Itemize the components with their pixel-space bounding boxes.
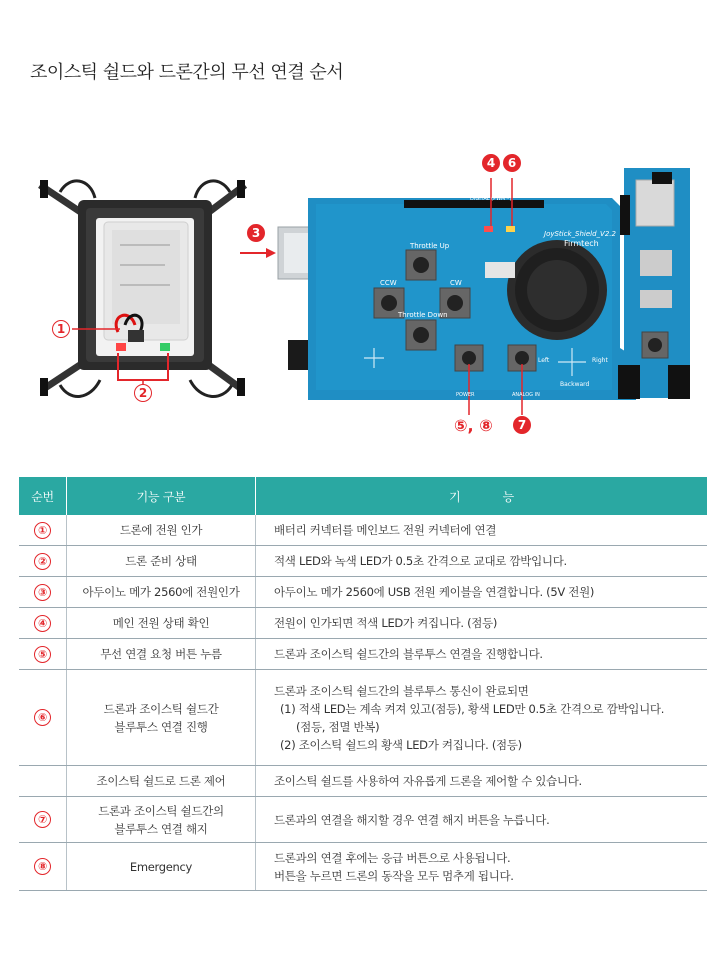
connection-figure: [0, 140, 725, 440]
description-text: 드론과 조이스틱 쉴드간의 블루투스 연결을 진행합니다.: [274, 647, 543, 661]
callout-6: 6: [503, 154, 521, 172]
callout-1: 1: [52, 320, 70, 338]
label-ccw: CCW: [380, 279, 397, 287]
row-number: [19, 670, 67, 766]
table-row: [19, 577, 707, 608]
row-number: [19, 639, 67, 670]
label-throttle-down: Throttle Down: [398, 311, 448, 319]
label-brand: Firmtech: [564, 239, 599, 248]
function-text: 메인 전원 상태 확인: [112, 616, 210, 630]
description-text: 드론과의 연결 후에는 응급 버튼으로 사용됩니다.: [274, 850, 511, 865]
step-number-badge: ④: [34, 615, 51, 632]
label-backward: Backward: [560, 381, 590, 388]
description-cell: [256, 577, 708, 608]
step-number-badge: ⑦: [34, 811, 51, 828]
row-number: [19, 797, 67, 843]
function-text: 아두이노 메가 2560에 전원인가: [82, 585, 240, 599]
function-cell: [67, 843, 256, 891]
function-text: 드론과 조이스틱 쉴드간의: [98, 803, 224, 818]
step-number-badge: ③: [34, 584, 51, 601]
description-text: 버튼을 누르면 드론의 동작을 모두 멈추게 됩니다.: [274, 868, 514, 883]
description-text: 드론과 조이스틱 쉴드간의 블루투스 통신이 완료되면: [274, 683, 529, 698]
label-power: POWER: [456, 392, 475, 398]
table-row: [19, 515, 707, 546]
table-row: [19, 670, 707, 766]
function-text: 무선 연결 요청 버튼 누름: [100, 647, 222, 661]
description-text: 드론과의 연결을 해지할 경우 연결 해지 버튼을 누릅니다.: [274, 812, 550, 827]
joystick-shield-image: [278, 168, 690, 415]
label-digital: DIGITAL (PWM~): [470, 196, 512, 202]
function-cell: [67, 766, 256, 797]
header-desc: 기 능: [256, 477, 708, 515]
function-cell: [67, 608, 256, 639]
table-header-row: [19, 477, 707, 515]
label-throttle-up: Throttle Up: [410, 242, 450, 250]
row-number: [19, 608, 67, 639]
function-text: 블루투스 연결 진행: [114, 719, 208, 734]
table-body: [19, 515, 707, 891]
callout-7: 7: [513, 416, 531, 434]
table-row: [19, 766, 707, 797]
row-number: [19, 766, 67, 797]
drone-image: [40, 180, 245, 396]
step-number-badge: ⑧: [34, 858, 51, 875]
callout-3: 3: [247, 224, 265, 242]
label-model: JoyStick_Shield_V2.2: [544, 230, 616, 238]
description-cell: [256, 670, 708, 766]
description-text: (1) 적색 LED는 계속 켜져 있고(점등), 황색 LED만 0.5초 간격으로 깜박입니다.: [280, 701, 665, 716]
description-text: (2) 조이스틱 쉴드의 황색 LED가 켜집니다. (점등): [280, 737, 522, 752]
row-number: [19, 546, 67, 577]
callout-4: 4: [482, 154, 500, 172]
description-cell: [256, 515, 708, 546]
description-text: 아두이노 메가 2560에 USB 전원 케이블을 연결합니다. (5V 전원): [274, 585, 595, 599]
callout-2: 2: [134, 384, 152, 402]
description-cell: [256, 608, 708, 639]
function-cell: [67, 670, 256, 766]
function-text: Emergency: [129, 859, 193, 874]
function-cell: [67, 515, 256, 546]
function-cell: [67, 546, 256, 577]
description-text: 배터리 커넥터를 메인보드 전원 커넥터에 연결: [274, 523, 497, 537]
usb-arrow: [240, 248, 276, 258]
label-right: Right: [592, 357, 608, 364]
step-number-badge: ①: [34, 522, 51, 539]
function-text: 드론과 조이스틱 쉴드간: [103, 701, 219, 716]
label-cw: CW: [450, 279, 462, 287]
step-number-badge: ⑥: [34, 709, 51, 726]
sequence-table: [19, 477, 707, 891]
function-text: 조이스틱 쉴드로 드론 제어: [96, 774, 226, 788]
label-analog-in: ANALOG IN: [512, 392, 540, 398]
page-title: 조이스틱 쉴드와 드론간의 무선 연결 순서: [30, 62, 344, 83]
description-text: 적색 LED와 녹색 LED가 0.5초 간격으로 교대로 깜박입니다.: [274, 554, 567, 568]
description-text: 조이스틱 쉴드를 사용하여 자유롭게 드론을 제어할 수 있습니다.: [274, 774, 582, 788]
step-number-badge: ②: [34, 553, 51, 570]
function-text: 드론 준비 상태: [125, 554, 197, 568]
step-number-badge: ⑤: [34, 646, 51, 663]
header-func: 기능 구분: [67, 477, 256, 515]
function-text: 드론에 전원 인가: [119, 523, 203, 537]
header-num: 순번: [19, 477, 67, 515]
description-cell: [256, 843, 708, 891]
table-row: [19, 546, 707, 577]
table-row: [19, 608, 707, 639]
function-text: 블루투스 연결 해지: [114, 821, 208, 836]
table-row: [19, 797, 707, 843]
function-cell: [67, 797, 256, 843]
description-cell: [256, 766, 708, 797]
callout-5-8: ⑤, ⑧: [454, 416, 493, 435]
connection-illustration: [0, 140, 725, 440]
function-cell: [67, 639, 256, 670]
description-text: 전원이 인가되면 적색 LED가 켜집니다. (점등): [274, 616, 498, 630]
description-cell: [256, 546, 708, 577]
row-number: [19, 515, 67, 546]
table-row: [19, 639, 707, 670]
row-number: [19, 843, 67, 891]
function-cell: [67, 577, 256, 608]
row-number: [19, 577, 67, 608]
table-row: [19, 843, 707, 891]
label-left: Left: [538, 357, 550, 364]
description-cell: [256, 797, 708, 843]
description-text: (점등, 점멸 반복): [296, 719, 380, 734]
description-cell: [256, 639, 708, 670]
